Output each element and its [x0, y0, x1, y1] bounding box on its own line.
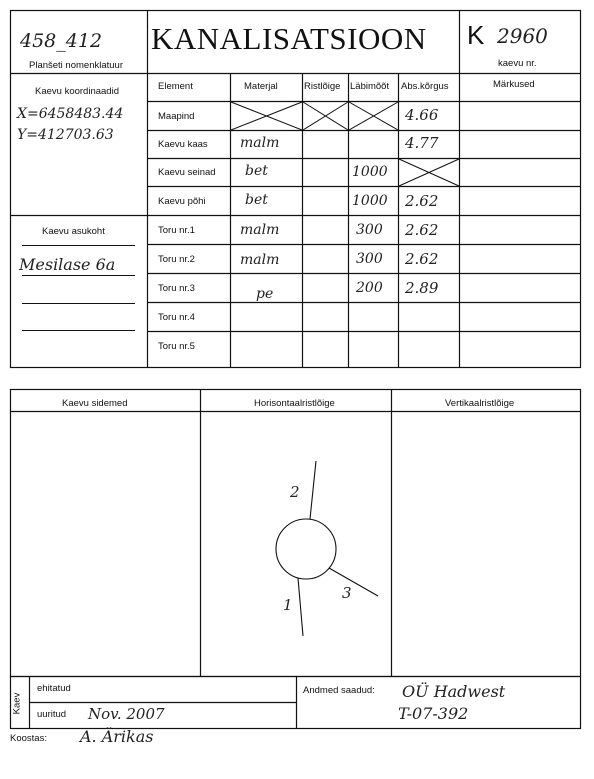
cell-labimoot: 200	[356, 280, 383, 296]
pipe-2-line	[310, 461, 316, 519]
row-element-label: Toru nr.3	[158, 283, 195, 294]
pipe-label-3: 3	[342, 584, 352, 602]
row-element-label: Toru nr.1	[158, 225, 195, 236]
cell-abs: 2.62	[405, 250, 439, 268]
manhole-circle	[276, 519, 336, 579]
well-number-label: kaevu nr.	[498, 58, 537, 69]
row-element-label: Kaevu seinad	[158, 167, 216, 178]
cell-abs: 2.89	[405, 279, 439, 297]
andmed-label: Andmed saadud:	[303, 685, 375, 696]
row-element-label: Kaevu kaas	[158, 139, 208, 150]
well-prefix: K	[467, 20, 485, 50]
location-value: Mesilase 6a	[19, 255, 116, 274]
cell-materjal: bet	[245, 163, 268, 179]
page-title: KANALISATSIOON	[151, 21, 427, 56]
col-kaevu-sidemed: Kaevu sidemed	[62, 398, 128, 409]
col-header-labimoot: Läbimõõt	[350, 81, 390, 92]
kaev-label: Kaev	[11, 692, 23, 715]
nomenclature-label: Planšeti nomenklatuur	[29, 60, 123, 71]
col-header-materjal: Materjal	[244, 81, 278, 92]
cell-abs: 4.77	[405, 134, 439, 152]
cell-materjal: bet	[245, 192, 268, 208]
koostas-value: A. Ärikas	[80, 727, 154, 746]
cell-materjal: malm	[240, 252, 280, 268]
uuritud-value: Nov. 2007	[88, 705, 165, 723]
cell-abs: 2.62	[405, 221, 439, 239]
pipe-label-1: 1	[283, 596, 293, 614]
cell-abs: 2.62	[405, 192, 439, 210]
pipe-3-line	[329, 568, 378, 596]
cell-materjal: pe	[256, 286, 274, 302]
ehitatud-label: ehitatud	[37, 683, 71, 694]
uuritud-label: uuritud	[37, 709, 67, 720]
col-header-abs: Abs.kõrgus	[401, 81, 449, 92]
location-label: Kaevu asukoht	[42, 226, 105, 237]
coord-y-value: Y=412703.63	[17, 127, 114, 143]
col-horisontaalristloige: Horisontaalristlõige	[254, 398, 335, 409]
col-header-markused: Märkused	[493, 79, 535, 90]
cell-materjal: malm	[240, 135, 280, 151]
cell-abs: 4.66	[405, 106, 439, 124]
andmed-value-code: T-07-392	[398, 704, 469, 723]
coords-label: Kaevu koordinaadid	[35, 86, 119, 97]
cell-labimoot: 1000	[352, 164, 388, 180]
nomenclature-value: 458_412	[20, 30, 103, 52]
pipe-label-2: 2	[290, 483, 300, 501]
cell-labimoot: 300	[356, 251, 383, 267]
cell-labimoot: 300	[356, 222, 383, 238]
coord-x-value: X=6458483.44	[17, 106, 124, 122]
top-form-grid	[0, 0, 594, 380]
col-header-ristloige: Ristlõige	[304, 81, 341, 92]
pipe-1-line	[298, 578, 303, 636]
row-element-label: Toru nr.4	[158, 312, 195, 323]
row-element-label: Maapind	[158, 111, 195, 122]
row-element-label: Kaevu põhi	[158, 196, 206, 207]
andmed-value-company: OÜ Hadwest	[402, 682, 506, 701]
col-vertikaalristloige: Vertikaalristlõige	[445, 398, 515, 409]
row-element-label: Toru nr.2	[158, 254, 195, 265]
cell-labimoot: 1000	[352, 193, 388, 209]
col-header-element: Element	[158, 81, 193, 92]
row-element-label: Toru nr.5	[158, 341, 195, 352]
well-number: 2960	[497, 24, 548, 48]
cell-materjal: malm	[240, 222, 280, 238]
koostas-label: Koostas:	[10, 733, 47, 744]
